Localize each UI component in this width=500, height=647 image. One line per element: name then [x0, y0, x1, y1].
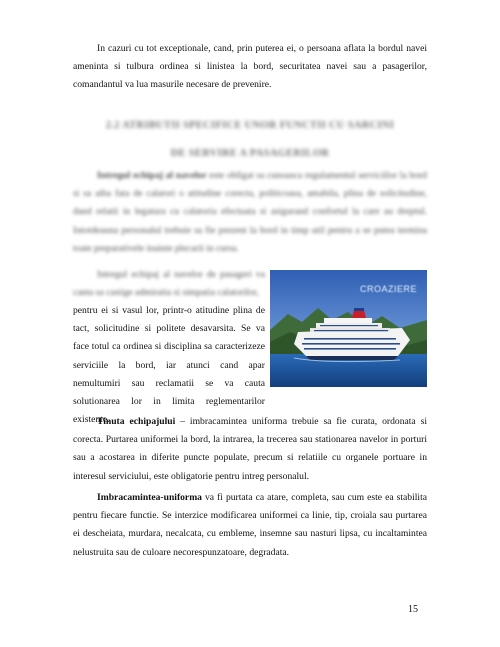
cruise-ship-image — [270, 270, 427, 387]
paragraph-left-text: pentru ei si vasul lor, printr-o atitudine plina de tact, solicitudine si politete desavarsita. Se va face totul ca ordinea si disciplina sa caracterizeze serviciile la bord, iar atunci cand apar nemultumiri sau reclamatii se va cauta solutionarea lor in limita reglementarilor existente. — [73, 305, 265, 426]
paragraph-intro — [73, 40, 427, 95]
paragraph-left-blurred: Intregul echipaj al navelor de pasageri va canta sa castige admiratia si simpatia calatorilor, — [73, 269, 265, 299]
paragraph-tinuta-text: – imbracamintea uniforma trebuie sa fie curata, ordonata si corecta. Purtarea uniformei la bord, la intrarea, la trecerea sau stationarea navelor in porturi sau a acostarea in diferite puncte populate, precum si relatiile cu organele portuare in interesul serviciului, este obligatorie pentru intreg personalul. — [73, 416, 427, 482]
section-heading-line2: DE SERVIRE A PASAGERILOR — [170, 148, 330, 159]
paragraph-imbracaminte — [73, 489, 427, 562]
paragraph-blurred — [73, 167, 427, 258]
paragraph-tinuta — [73, 413, 427, 486]
figure-caption: CROAZIERE — [359, 284, 417, 294]
page-number: 15 — [408, 604, 418, 615]
paragraph-blurred-text: este obligat sa cunoasca regulamentul serviciilor la bord si sa aiba fata de calatori o atitudine corecta, politicoasa, amabila, plina de solicitudine, dand relatii in legatura cu calatoria efectuata si asigurand confortul la care au dreptul. Intotdeauna personalul trebuie sa fie prezent la bord in timp util pentru a se putea termina toate preparativele inainte plecarii in cursa. — [73, 170, 427, 254]
paragraph-imbracaminte-text: va fi purtata ca atare, completa, sau cum este ea stabilita pentru fiecare functie. Se interzice modificarea uniformei ca linie, tip, croiala sau purtarea ei descheiata, murdara, necalcata, cu embleme, insemne sau nasturi lipsa, cu incaltamintea nelustruita sau de culoare necorespunzatoare, degradata. — [73, 492, 427, 558]
paragraph-intro-text: In cazuri cu tot exceptionale, cand, prin puterea ei, o persoana aflata la bordul navei ameninta si tulbura ordinea si linistea la bord, securitatea navei sau a pasagerilor, comandantul va lua masurile necesare de prevenire. — [73, 43, 427, 91]
section-heading-line1: 2.2 ATRIBUTII SPECIFICE UNOR FUNCTII CU SARCINI — [105, 120, 395, 131]
paragraph-imbracaminte-bold: Imbracamintea-uniforma — [97, 492, 202, 503]
paragraph-blurred-bold: Intregul echipaj al navelor — [97, 170, 207, 181]
paragraph-tinuta-bold: Tinuta echipajului — [97, 416, 176, 427]
